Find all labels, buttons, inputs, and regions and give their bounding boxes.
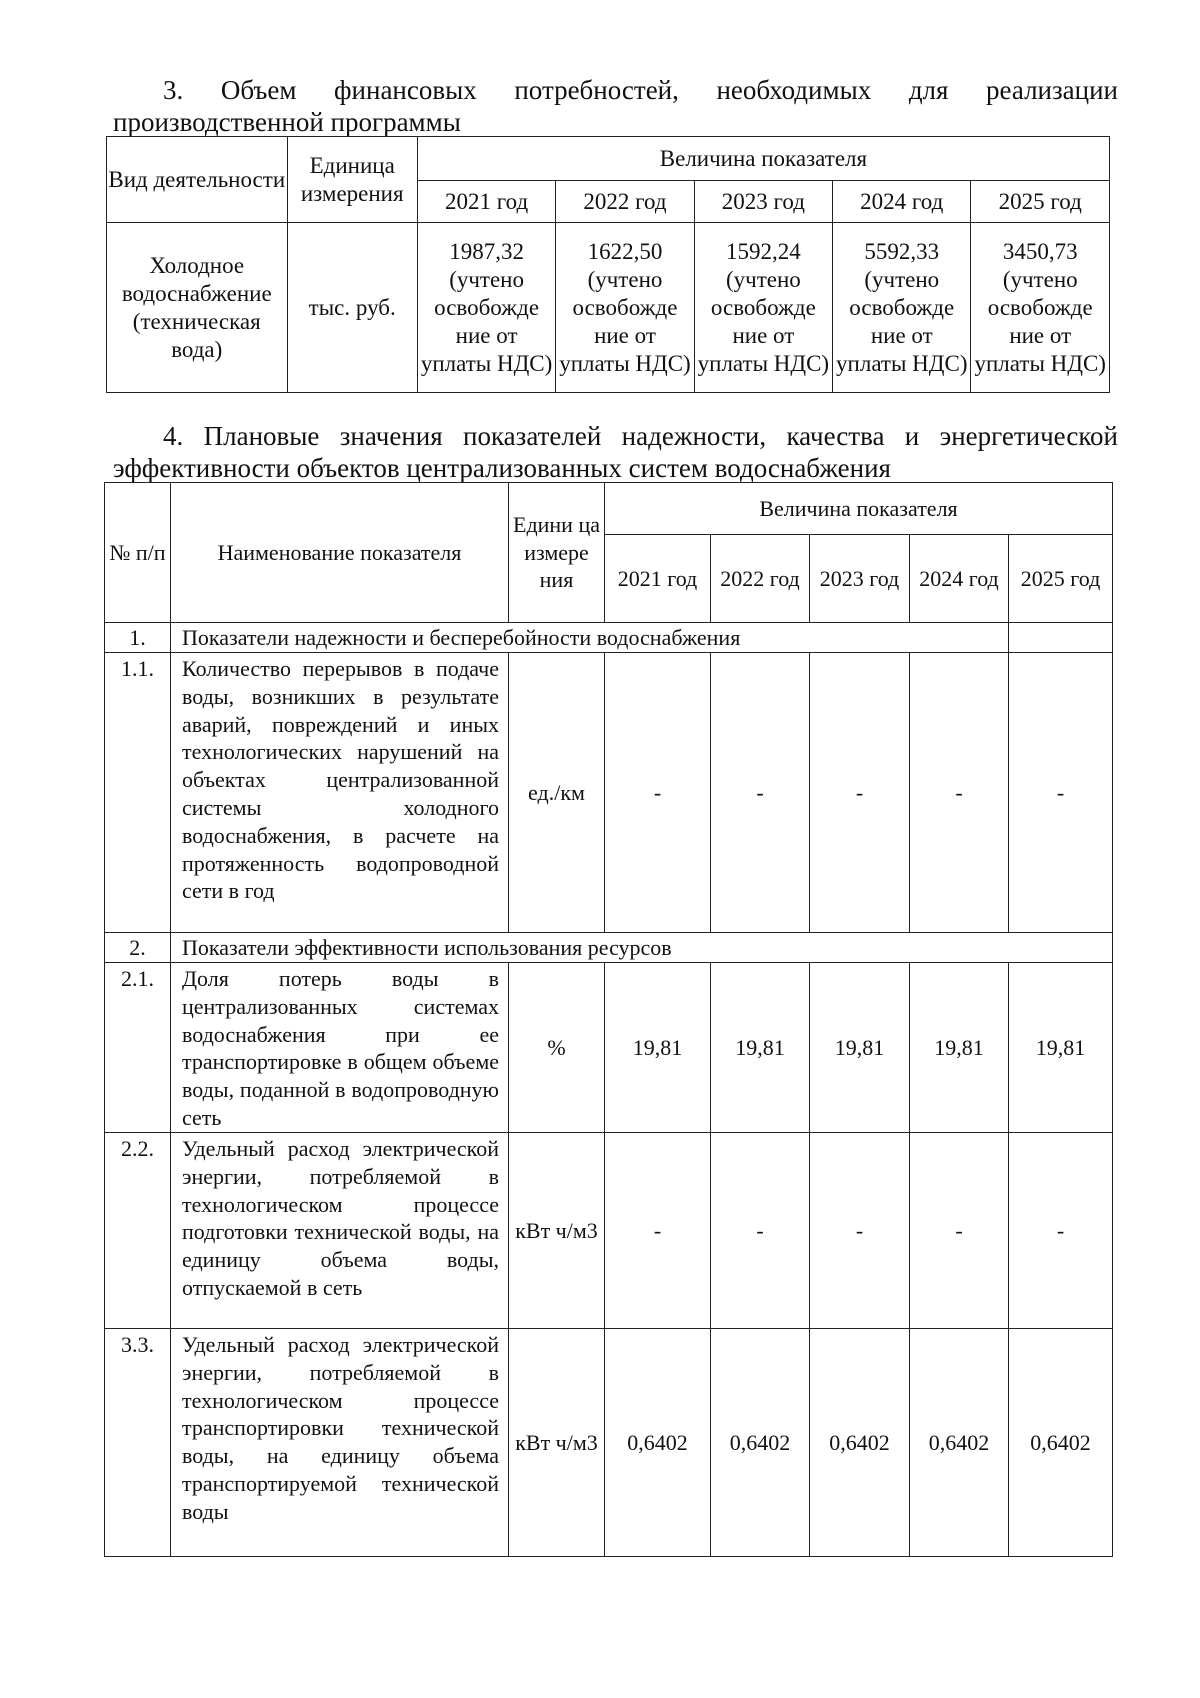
row-value: 0,6402 xyxy=(605,1329,711,1557)
row-value: - xyxy=(1009,1133,1113,1329)
row-unit: % xyxy=(509,963,605,1133)
value-cell: 3450,73 (учтено освобожде ние от уплаты НДС) xyxy=(971,223,1110,393)
group-num: 1. xyxy=(105,623,171,653)
row-value: - xyxy=(711,653,810,933)
row-value: 0,6402 xyxy=(1009,1329,1113,1557)
row-value: - xyxy=(910,653,1009,933)
header-year: 2024 год xyxy=(833,181,971,223)
header-year: 2021 год xyxy=(417,181,555,223)
section-3-number: 3. xyxy=(163,75,184,105)
value-cell: 1987,32 (учтено освобожде ние от уплаты НДС) xyxy=(417,223,555,393)
row-value: 19,81 xyxy=(711,963,810,1133)
row-value: 19,81 xyxy=(605,963,711,1133)
row-name: Доля потерь воды в централизованных системах водоснабжения при ее транспортировке в общем объеме воды, поданной в водопроводную сеть xyxy=(171,963,509,1133)
row-value: 0,6402 xyxy=(711,1329,810,1557)
row-value: 19,81 xyxy=(1009,963,1113,1133)
group-title: Показатели надежности и бесперебойности водоснабжения xyxy=(171,623,1009,653)
header-name: Наименование показателя xyxy=(171,483,509,623)
table-row xyxy=(105,653,1113,933)
row-name: Удельный расход электрической энергии, потребляемой в технологическом процессе транспортировки технической воды, на единицу объема транспортируемой технической воды xyxy=(171,1329,509,1557)
row-value: 0,6402 xyxy=(910,1329,1009,1557)
row-value: - xyxy=(810,1133,910,1329)
row-name: Количество перерывов в подаче воды, возникших в результате аварий, повреждений и иных технологических нарушений на объектах централизованной системы холодного водоснабжения, в расчете на протяженность водопроводной сети в год xyxy=(171,653,509,933)
section-4-number: 4. xyxy=(163,421,184,451)
header-year: 2023 год xyxy=(694,181,832,223)
row-unit: кВт ч/м3 xyxy=(509,1133,605,1329)
section-4-heading xyxy=(113,420,1118,484)
row-unit: кВт ч/м3 xyxy=(509,1329,605,1557)
header-year: 2023 год xyxy=(810,535,910,623)
header-year: 2024 год xyxy=(910,535,1009,623)
table-row xyxy=(105,1133,1113,1329)
activity-cell: Холодное водоснабжение (техническая вода) xyxy=(107,223,288,393)
row-value: 19,81 xyxy=(810,963,910,1133)
table-row xyxy=(105,963,1113,1133)
section-4-title-line-2: эффективности объектов централизованных систем водоснабжения xyxy=(113,453,891,483)
row-value: - xyxy=(605,653,711,933)
value-cell: 5592,33 (учтено освобожде ние от уплаты НДС) xyxy=(833,223,971,393)
header-year: 2022 год xyxy=(711,535,810,623)
value-cell: 1622,50 (учтено освобожде ние от уплаты НДС) xyxy=(556,223,694,393)
section-3-heading xyxy=(113,74,1118,138)
header-num: № п/п xyxy=(105,483,171,623)
table-row xyxy=(107,223,1110,393)
row-unit: ед./км xyxy=(509,653,605,933)
row-num: 3.3. xyxy=(105,1329,171,1557)
indicators-table xyxy=(104,482,1113,1557)
row-value: - xyxy=(810,653,910,933)
row-value: - xyxy=(605,1133,711,1329)
row-name: Удельный расход электрической энергии, потребляемой в технологическом процессе подготовки технической воды, на единицу объема воды, отпускаемой в сеть xyxy=(171,1133,509,1329)
header-value-group: Величина показателя xyxy=(417,137,1109,181)
financial-needs-table xyxy=(106,136,1110,393)
group-num: 2. xyxy=(105,933,171,963)
unit-cell: тыс. руб. xyxy=(287,223,417,393)
row-num: 2.1. xyxy=(105,963,171,1133)
header-value-group: Величина показателя xyxy=(605,483,1113,535)
header-activity: Вид деятельности xyxy=(107,137,288,223)
row-num: 2.2. xyxy=(105,1133,171,1329)
group-row xyxy=(105,623,1113,653)
row-num: 1.1. xyxy=(105,653,171,933)
section-3-title-line-2: производственной программы xyxy=(113,107,461,137)
group-title: Показатели эффективности использования ресурсов xyxy=(171,933,1113,963)
row-value: - xyxy=(910,1133,1009,1329)
row-value: - xyxy=(1009,653,1113,933)
group-row xyxy=(105,933,1113,963)
header-year: 2022 год xyxy=(556,181,694,223)
row-value: 19,81 xyxy=(910,963,1009,1133)
empty-cell xyxy=(1009,623,1113,653)
header-unit: Единица измерения xyxy=(287,137,417,223)
section-3-title-line-1: 3. Объем финансовых потребностей, необходимых для реализации xyxy=(163,75,1118,105)
table-row xyxy=(105,1329,1113,1557)
row-value: - xyxy=(711,1133,810,1329)
section-4-title-line-1: 4. Плановые значения показателей надежности, качества и энергетической xyxy=(163,421,1119,451)
value-cell: 1592,24 (учтено освобожде ние от уплаты НДС) xyxy=(694,223,832,393)
header-year: 2025 год xyxy=(1009,535,1113,623)
row-value: 0,6402 xyxy=(810,1329,910,1557)
header-year: 2021 год xyxy=(605,535,711,623)
header-unit: Едини ца измере ния xyxy=(509,483,605,623)
header-year: 2025 год xyxy=(971,181,1110,223)
